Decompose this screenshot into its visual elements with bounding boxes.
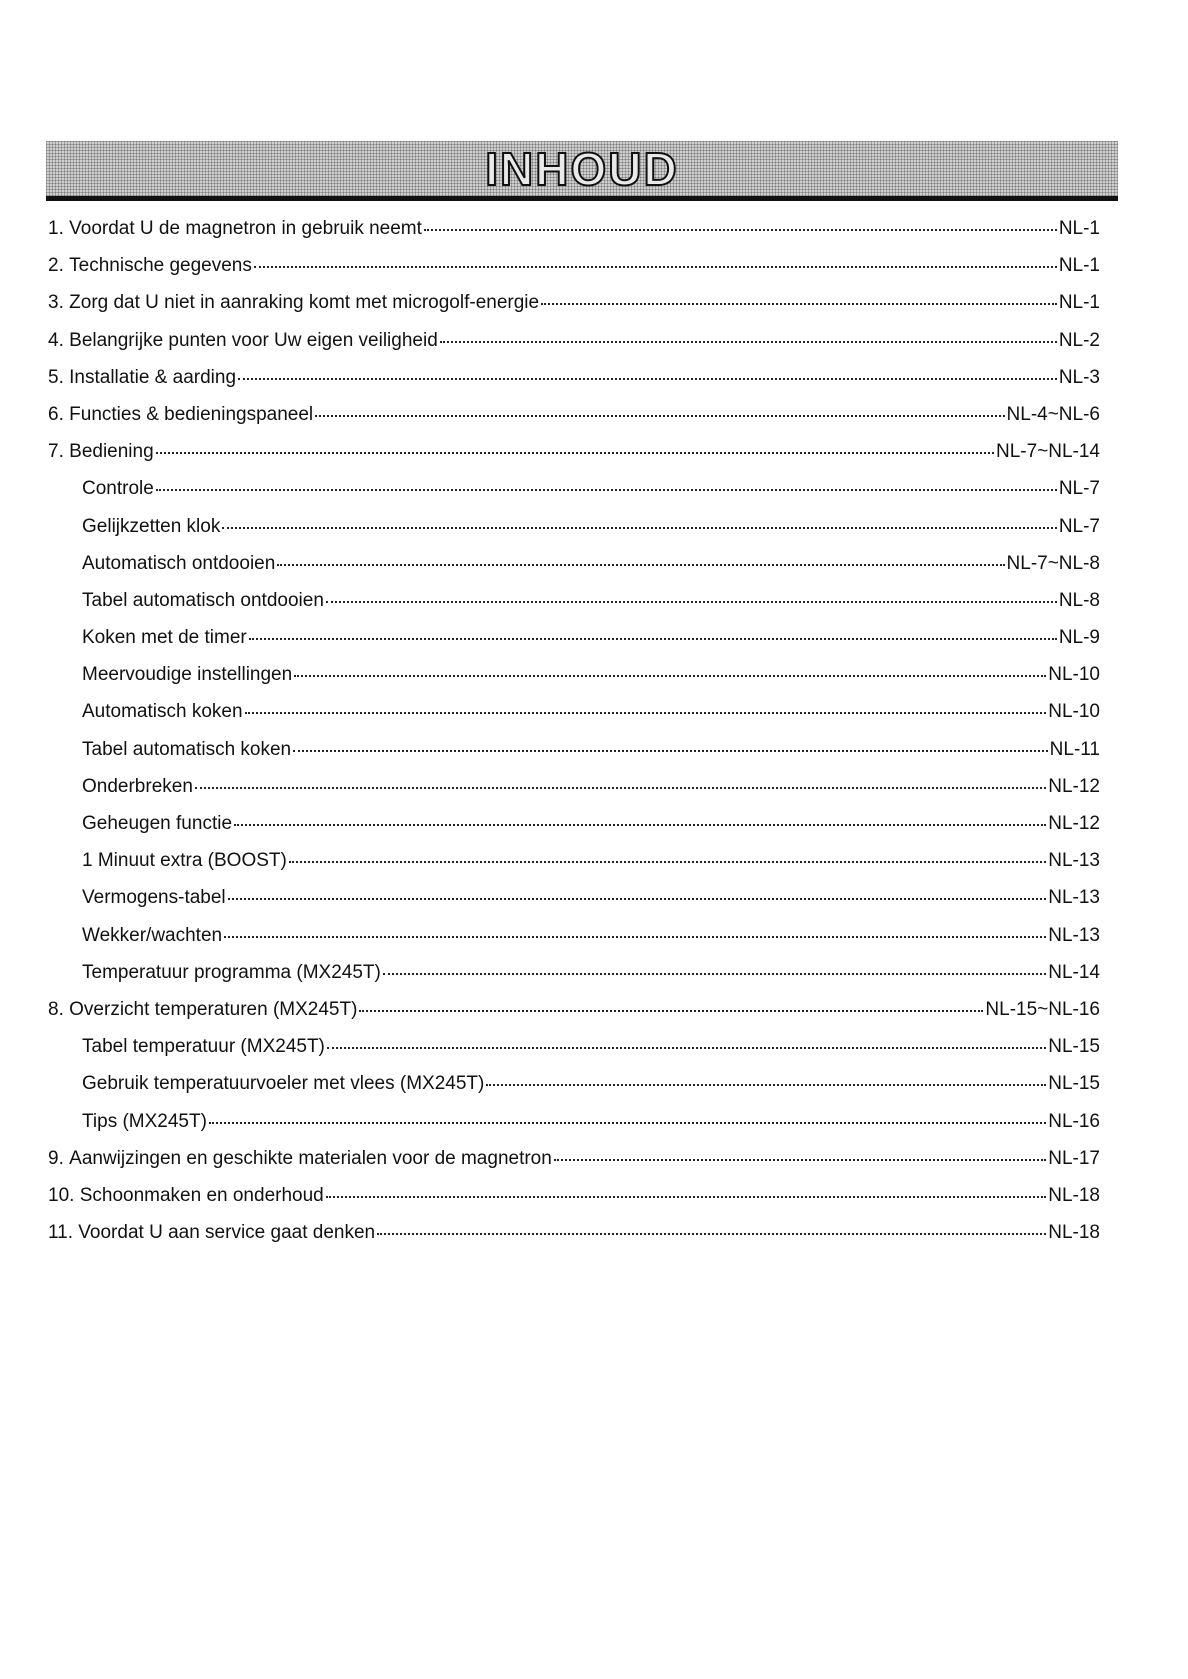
toc-entry [48, 396, 1100, 433]
dot-leader [440, 341, 1057, 343]
toc-entry-page: NL-12 [1048, 813, 1100, 834]
dot-leader [234, 824, 1046, 826]
table-of-contents [48, 210, 1100, 1251]
toc-entry-label: Koken met de timer [82, 627, 247, 649]
dot-leader [238, 378, 1057, 380]
toc-entry-page: NL-15 [1048, 1073, 1100, 1095]
toc-entry-page: NL-7~NL-14 [995, 441, 1100, 463]
toc-entry-number: 10. [48, 1184, 75, 1206]
toc-entry-page: NL-14 [1048, 961, 1100, 983]
dot-leader [377, 1233, 1046, 1235]
toc-entry-number: 4. [48, 329, 64, 351]
dot-leader [254, 266, 1057, 268]
title-banner [46, 141, 1118, 201]
dot-leader [315, 415, 1004, 417]
toc-subentry [48, 619, 1100, 656]
dot-leader [156, 452, 994, 454]
dot-leader [359, 1010, 983, 1012]
toc-entry-page: NL-7~NL-8 [1006, 552, 1100, 574]
toc-entry-page: NL-2 [1058, 329, 1100, 351]
toc-entry-label: Gebruik temperatuurvoeler met vlees (MX245T) [82, 1073, 485, 1095]
dot-leader [156, 489, 1057, 491]
toc-entry-label: Overzicht temperaturen (MX245T) [69, 998, 358, 1020]
dot-leader [326, 1196, 1047, 1198]
toc-subentry [48, 1028, 1100, 1065]
toc-entry [48, 284, 1100, 321]
toc-entry-label: Voordat U de magnetron in gebruik neemt [69, 218, 422, 239]
toc-entry-page: NL-12 [1048, 775, 1100, 797]
toc-entry-label: Tabel automatisch koken [82, 738, 292, 760]
toc-subentry [48, 582, 1100, 619]
dot-leader [383, 973, 1046, 975]
toc-entry-label: Functies & bedieningspaneel [69, 403, 314, 425]
toc-entry-page: NL-3 [1058, 366, 1100, 388]
dot-leader [294, 675, 1046, 677]
toc-entry [48, 1214, 1100, 1251]
toc-entry-page: NL-1 [1058, 255, 1100, 277]
toc-entry-label: Schoonmaken en onderhoud [79, 1184, 324, 1206]
toc-entry-label: Tabel automatisch ontdooien [82, 589, 324, 611]
dot-leader [326, 601, 1057, 603]
toc-subentry [48, 693, 1100, 730]
toc-entry-number: 9. [48, 1147, 64, 1169]
toc-entry-page: NL-18 [1048, 1184, 1100, 1206]
toc-entry-number: 3. [48, 292, 64, 314]
toc-entry-label: Technische gegevens [69, 255, 252, 277]
toc-entry-label: Tips (MX245T) [82, 1110, 207, 1132]
toc-subentry [48, 656, 1100, 693]
toc-entry-page: NL-7 [1058, 515, 1100, 537]
toc-subentry [48, 470, 1100, 507]
toc-entry-page: NL-15~NL-16 [985, 998, 1100, 1020]
toc-subentry [48, 768, 1100, 805]
toc-subentry [48, 545, 1100, 582]
toc-subentry [48, 1065, 1100, 1102]
toc-entry-page: NL-1 [1058, 292, 1100, 314]
toc-entry-number: 2. [48, 255, 64, 277]
toc-entry-label: Wekker/wachten [82, 924, 223, 946]
toc-entry-label: Temperatuur programma (MX245T) [82, 961, 381, 983]
toc-entry-label: Voordat U aan service gaat denken [78, 1222, 376, 1244]
dot-leader [554, 1159, 1046, 1161]
dot-leader [195, 787, 1046, 789]
toc-entry-page: NL-17 [1048, 1147, 1100, 1169]
toc-entry-page: NL-15 [1048, 1036, 1100, 1058]
toc-entry-label: Geheugen functie [82, 813, 233, 834]
toc-entry-page: NL-9 [1058, 627, 1100, 649]
toc-entry-number: 1. [48, 218, 64, 239]
toc-entry-number: 6. [48, 403, 64, 425]
toc-entry-page: NL-10 [1048, 664, 1100, 686]
dot-leader [277, 564, 1004, 566]
toc-entry-page: NL-11 [1049, 738, 1100, 760]
toc-subentry [48, 731, 1100, 768]
toc-entry-page: NL-13 [1048, 924, 1100, 946]
toc-entry-number: 11. [48, 1222, 74, 1244]
toc-entry-label: Meervoudige instellingen [82, 664, 293, 686]
dot-leader [327, 1047, 1046, 1049]
toc-entry-label: Vermogens-tabel [82, 887, 226, 909]
toc-entry [48, 1177, 1100, 1214]
toc-subentry [48, 917, 1100, 954]
toc-entry [48, 247, 1100, 284]
dot-leader [293, 750, 1048, 752]
page-title: INHOUD [485, 143, 679, 195]
toc-entry [48, 322, 1100, 359]
dot-leader [222, 527, 1056, 529]
toc-entry-page: NL-10 [1048, 701, 1100, 723]
toc-entry-label: Tabel temperatuur (MX245T) [82, 1036, 325, 1058]
toc-entry-label: Automatisch ontdooien [82, 552, 276, 574]
toc-entry [48, 433, 1100, 470]
toc-entry-label: 1 Minuut extra (BOOST) [82, 850, 287, 872]
dot-leader [245, 712, 1047, 714]
dot-leader [486, 1084, 1046, 1086]
toc-entry [48, 991, 1100, 1028]
toc-entry [48, 210, 1100, 247]
toc-subentry [48, 1103, 1100, 1140]
toc-entry-page: NL-13 [1048, 887, 1100, 909]
toc-entry-page: NL-1 [1058, 218, 1100, 239]
toc-entry-label: Installatie & aarding [69, 366, 237, 388]
toc-entry-number: 7. [48, 441, 64, 463]
toc-entry-label: Controle [82, 478, 154, 500]
dot-leader [209, 1122, 1046, 1124]
toc-entry-label: Onderbreken [82, 775, 193, 797]
toc-subentry [48, 805, 1100, 842]
dot-leader [249, 638, 1057, 640]
dot-leader [224, 936, 1046, 938]
toc-entry-number: 8. [48, 998, 64, 1020]
dot-leader [424, 229, 1057, 231]
toc-entry-page: NL-13 [1048, 850, 1100, 872]
toc-entry-label: Gelijkzetten klok [82, 515, 221, 537]
toc-entry-page: NL-16 [1048, 1110, 1100, 1132]
toc-entry-page: NL-8 [1058, 589, 1100, 611]
toc-entry [48, 359, 1100, 396]
toc-entry-page: NL-18 [1048, 1222, 1100, 1244]
dot-leader [228, 898, 1047, 900]
toc-entry-label: Bediening [69, 441, 154, 463]
toc-entry-page: NL-7 [1058, 478, 1100, 500]
toc-entry-label: Aanwijzingen en geschikte materialen voor de magnetron [69, 1147, 552, 1169]
toc-entry-number: 5. [48, 366, 64, 388]
toc-subentry [48, 842, 1100, 879]
toc-entry-label: Belangrijke punten voor Uw eigen veiligheid [69, 329, 438, 351]
dot-leader [541, 303, 1057, 305]
dot-leader [289, 861, 1046, 863]
toc-entry-page: NL-4~NL-6 [1006, 403, 1100, 425]
toc-subentry [48, 879, 1100, 916]
toc-entry [48, 1140, 1100, 1177]
toc-subentry [48, 508, 1100, 545]
toc-subentry [48, 954, 1100, 991]
toc-entry-label: Automatisch koken [82, 701, 243, 723]
toc-entry-label: Zorg dat U niet in aanraking komt met microgolf-energie [69, 292, 540, 314]
